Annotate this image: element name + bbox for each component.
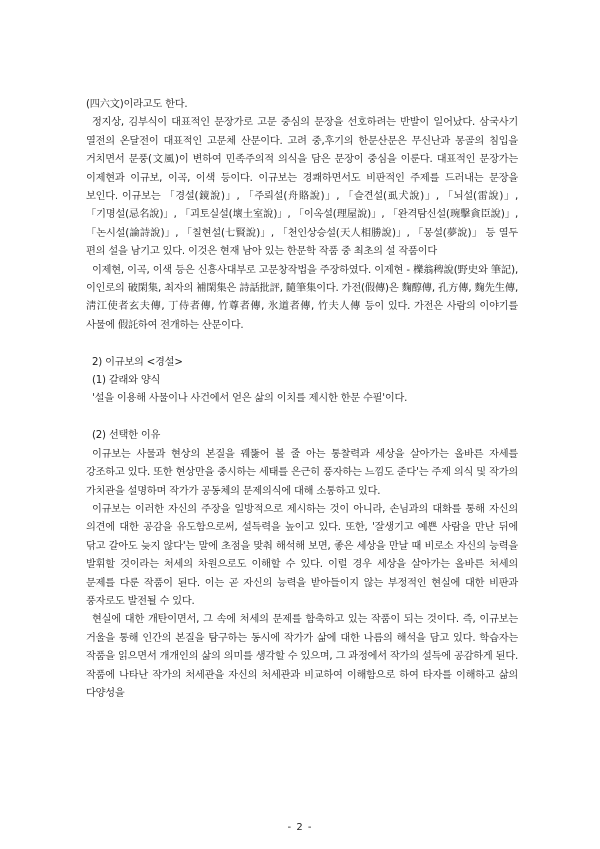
blank-line (86, 335, 518, 353)
paragraph: (四六文)이라고도 한다. (86, 99, 188, 110)
paragraph: 현실에 대한 개탄이면서, 그 속에 처세의 문제를 함축하고 있는 작품이 되는 것이다. 즉, 이규보는 거울을 통해 인간의 본질을 탐구하는 동시에 작가가 삶에 대한 나름의 해석을 담고 있다. 학습자는 작품을 읽으면서 개개인의 삶의 의미를 생각할 수 있으며, 그 과정에서 작가의 설득에 공감하게 된다. 작품에 나타난 작가의 처세관을 자신의 처세관과 비교하여 이해함으로 하여 타자를 이해하고 삶의 다양성을 (86, 614, 518, 699)
document-body (86, 96, 518, 703)
paragraph: 이규보는 사물과 현상의 본질을 꿰뚫어 볼 줄 아는 통찰력과 세상을 살아가는 올바른 자세를 강조하고 있다. 또한 현상만을 중시하는 세태를 은근히 풍자하는 느낌도 준다'는 주제 의식 및 작가의 가치관을 설명하며 작가가 공동체의 문제의식에 대해 소통하고 있다. (86, 448, 518, 497)
subsection-heading: (2) 선택한 이유 (92, 430, 161, 442)
section-heading: 2) 이규보의 <경설> (92, 356, 183, 368)
blank-line (86, 409, 518, 427)
paragraph: 정지상, 김부식이 대표적인 문장가로 고문 중심의 문장을 선호하려는 반발이 일어났다. 삼국사기 열전의 온달전이 대표적인 고문체 산문이다. 고려 중,후기의 한문산문은 무신난과 몽골의 침입을 거치면서 문풍(文風)이 변하여 민족주의적 의식을 담은 문장이 중심을 이룬다. 대표적인 문장가는 이제현과 이규보, 이곡, 이색 등이다. 이규보는 경쾌하면서도 비판적인 주제를 드러내는 문장을 보인다. 이규보는 「경설(鏡說)」, 「주뢰설(舟賂說)」, 「슬견설(虱犬說)」, 「뇌설(雷說)」, 「기명설(忌名說)」, 「괴토실설(壞土室說)」, 「이옥설(理屋說)」, 「완격탐신설(琬擊貪臣說)」, 「논시설(論詩說)」, 「칠현설(七賢說)」, 「천인상승설(天人相勝說)」, 「몽설(夢說)」 등 열두 편의 설을 남기고 있다. 이것은 현재 남아 있는 한문학 작품 중 최초의 설 작품이다 (86, 117, 518, 258)
page-number: - 2 - (287, 822, 313, 833)
paragraph: 이규보는 이러한 자신의 주장을 일방적으로 제시하는 것이 아니라, 손님과의 대화를 통해 자신의 의견에 대한 공감을 유도함으로써, 설득력을 높이고 있다. 또한, '잘생기고 예쁜 사람을 만난 뒤에 닦고 갈아도 늦지 않다'는 말에 초점을 맞춰 해석해 보면, 좋은 세상을 만날 때 비로소 자신의 능력을 발휘할 것이라는 처세의 차원으로도 이해할 수 있다. 이럴 경우 세상을 살아가는 올바른 처세의 문제를 다룬 작품이 된다. 이는 곧 자신의 능력을 받아들이지 않는 부정적인 현실에 대한 비판과 풍자로도 발전될 수 있다. (86, 503, 518, 607)
paragraph: '설을 이용해 사물이나 사건에서 얻은 삶의 이치를 제시한 한문 수필'이다. (92, 393, 408, 405)
paragraph: 이제현, 이곡, 이색 등은 신흥사대부로 고문창작법을 주장하였다. 이제현 - 櫟翁稗說(野史와 筆記), 이인로의 破閑集, 최자의 補閑集은 詩話批評, 隨筆集이다. 가전(假傳)은 麴醇傳, 孔方傳, 麴先生傳, 淸江使者玄夫傳, 丁侍者傳, 竹尊者傳, 氷道者傳, 竹夫人傳 등이 있다. 가전은 사람의 이야기를 사물에 假託하여 전개하는 산문이다. (86, 264, 518, 331)
subsection-heading: (1) 갈래와 양식 (92, 375, 161, 387)
